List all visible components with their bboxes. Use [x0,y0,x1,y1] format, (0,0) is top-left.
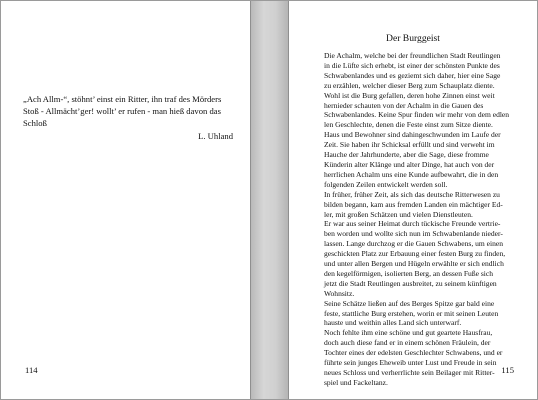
body-line: Seine Schätze ließen auf des Berges Spitze gar bald eine [324,298,495,308]
body-line: bilden begann, kam aus fremden Landen ein mächtiger Ed- [324,199,503,209]
body-line: ler, mit großen Schätzen und vielen Dienstleuten. [324,209,473,219]
page-number-left: 114 [25,365,38,375]
body-line: hernieder schauten von der Achalm in die Gauen des [324,100,484,110]
chapter-title: Der Burggeist [386,33,440,44]
body-line: Tochter eines der edelsten Geschlechter Schwabens, und er [324,348,503,358]
quote-line: Stoß - Allmächt’ger! wollt’ er rufen - man hieß davon das [23,106,221,116]
epigraph-quote [23,93,233,129]
body-line: neues Schloss und verherrlichte sein Beilager mit Ritter- [324,368,495,377]
page-number-right: 115 [501,365,514,375]
left-page [1,1,250,399]
body-line: Wohnsitz. [324,288,355,298]
body-line: jetzt die Stadt Reutlingen ausbreitet, zu seinem künftigen [324,278,497,288]
gutter-edge-left [250,1,251,399]
body-line: Zeit. Sie haben ihr Schicksal erfüllt und sind verweht im [324,140,495,150]
body-line: spiel und Fackeltanz. [324,377,388,387]
body-line: herrlichen Achalm uns eine Kunde aufbewahrt, die in den [324,169,499,179]
body-line: Noch fehlte ihm eine schöne und gut geartete Hausfrau, [324,328,493,338]
body-line: Wohl ist die Burg gefallen, deren hohe Zinnen einst weit [324,90,495,100]
body-line: zu erzählen, welcher dieser Berg zum Schauplatz diente. [324,80,495,90]
right-page [289,1,537,399]
quote-line: Schloß [23,118,47,128]
body-line: führte sein junges Eheweib unter Lust und Freude in sein [324,358,497,368]
body-line: lassen. Lange durchzog er die Gauen Schwabens, um einen [324,239,503,249]
body-line: und unter allen Bergen und Hügeln erwählte er sich endlich [324,259,504,269]
body-line: Die Achalm, welche bei der freundlichen Stadt Reutlingen [324,51,501,60]
body-line: doch auch diese fand er in einem schönen Fräulein, der [324,338,491,348]
body-line: Hauche der Jahrhunderte, aber die Sage, diese fromme [324,150,489,160]
body-line: feste, stattliche Burg erstehen, worin er mit seinen Leuten [324,308,499,318]
chapter-body-text [324,51,516,388]
body-line: geschickten Platz zur Erbauung einer festen Burg zu finden, [324,249,506,259]
epigraph-author: L. Uhland [198,131,233,141]
body-line: Künderin alter Klänge und alter Dinge, hat auch von der [324,159,495,169]
body-line: Er war aus seiner Heimat durch tückische Freunde vertrie- [324,219,501,229]
body-line: Schwabenlandes. Keine Spur finden wir mehr von dem edlen [324,110,510,120]
body-line: In früher, früher Zeit, als sich das deutsche Ritterwesen zu [324,189,500,199]
body-line: ben worden und wollte sich nun im Schwabenlande nieder- [324,229,503,239]
quote-line: „Ach Allm-“, stöhnt’ einst ein Ritter, ihn traf des Mörders [23,94,222,104]
body-line: hauste und weithin alles Land sich unterwarf. [324,318,462,328]
book-spine-gutter [250,1,289,399]
body-line: folgenden Zeilen entwickelt werden soll. [324,179,448,189]
body-line: Haus und Bewohner sind dahingeschwunden im Laufe der [324,130,501,140]
body-line: Schwabenlandes und es geziemt sich daher, hier eine Sage [324,70,501,80]
body-line: len Geschlechte, denen die Feste einst zum Sitze diente. [324,120,493,130]
body-line: in die Lüfte sich erhebt, ist einer der schönsten Punkte des [324,60,500,70]
body-line: den kegelförmigen, isolierten Berg, an dessen Fuße sich [324,268,493,278]
